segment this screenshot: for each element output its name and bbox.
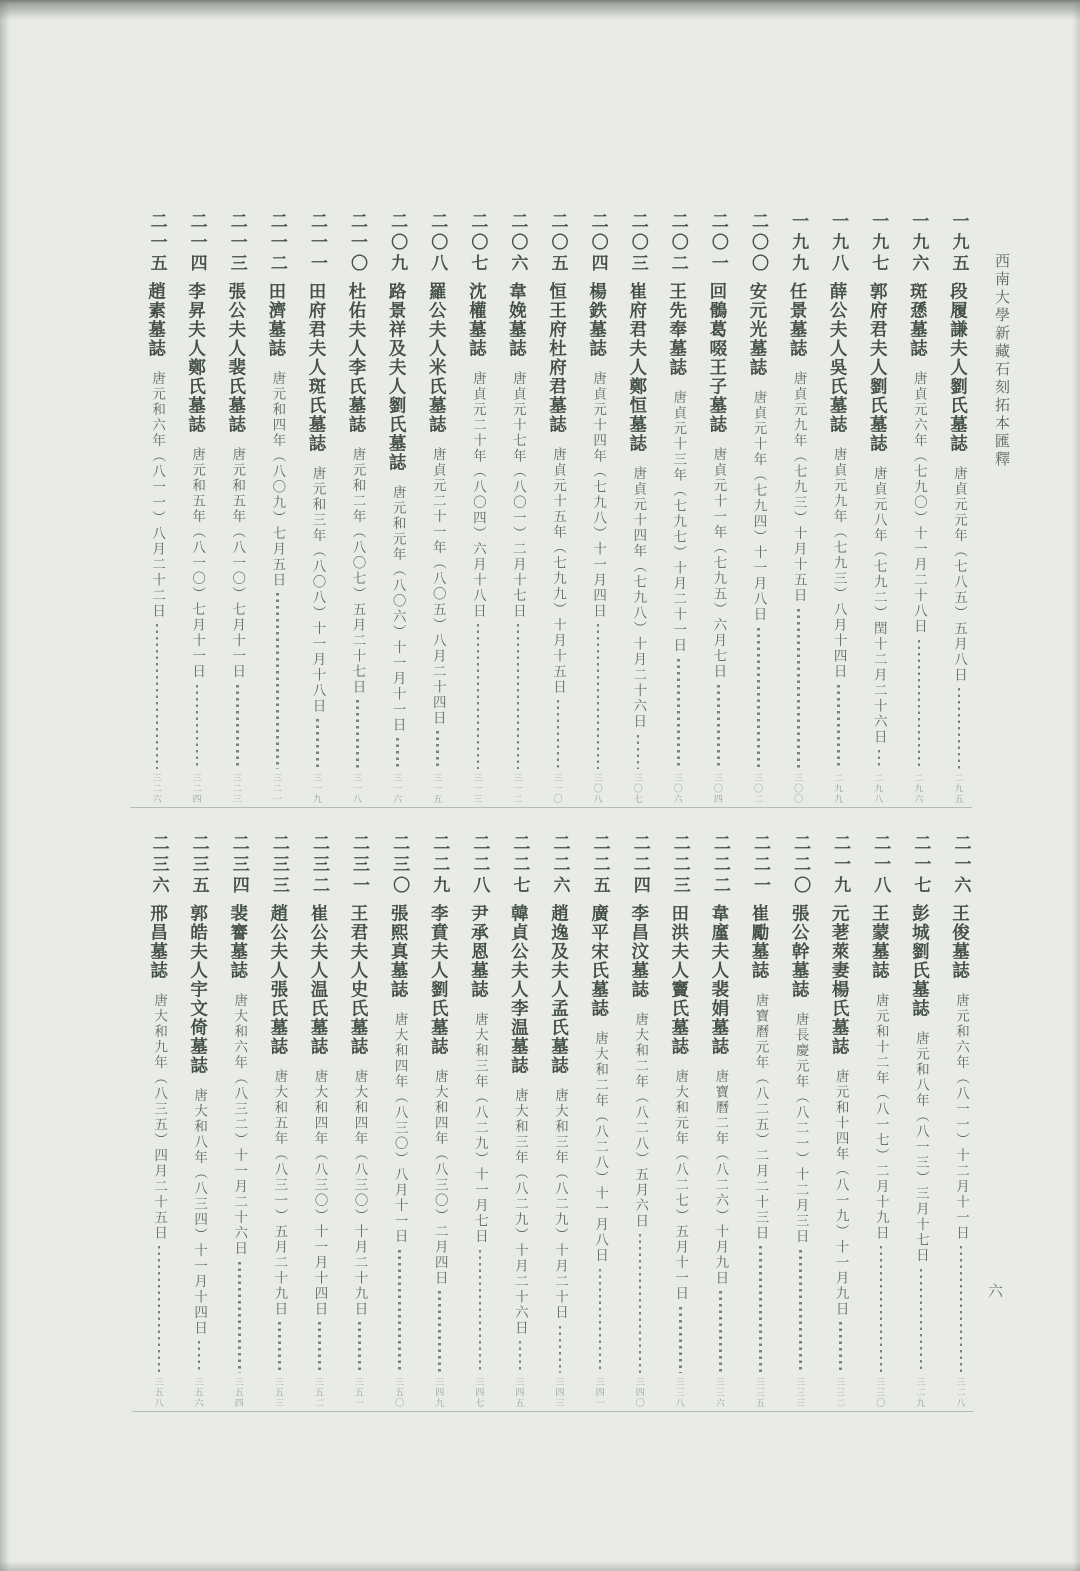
entry-date: 唐大和三年（八二九）十月二十六日: [512, 1088, 528, 1336]
toc-entry: [299, 834, 339, 1410]
entry-page-number: 三三八: [674, 1376, 685, 1408]
entry-title: 李賁夫人劉氏墓誌: [429, 904, 450, 1056]
entry-number: 二三三: [269, 834, 289, 897]
entry-title: 田洪夫人竇氏墓誌: [669, 904, 690, 1056]
dot-leader: [356, 700, 359, 769]
toc-entry: [700, 834, 740, 1410]
entry-page-number: 三二三: [231, 772, 242, 804]
entry-date: 唐元和元年（八〇六）十一月十一日: [390, 485, 406, 733]
dot-leader: [918, 640, 921, 769]
entry-title: 恒王府杜府君墓誌: [547, 282, 568, 434]
entry-title: 元荖萊妻楊氏墓誌: [830, 904, 851, 1056]
entry-page-number: 三一〇: [552, 772, 563, 804]
entry-page-number: 三一九: [311, 772, 322, 804]
entry-date: 唐貞元六年（七九〇）十一月二十八日: [911, 371, 927, 635]
dot-leader: [236, 685, 239, 769]
entry-page-number: 二九八: [873, 772, 884, 804]
entry-page-number: 三二四: [191, 772, 202, 804]
entry-title: 尹承恩墓誌: [469, 904, 490, 999]
entry-page-number: 三〇六: [672, 772, 683, 804]
dot-leader: [920, 1269, 923, 1373]
entry-date: 唐貞元元年（七八五）五月八日: [951, 466, 967, 683]
entry-number: 一九五: [949, 212, 969, 275]
dot-leader: [719, 1291, 722, 1373]
dot-leader: [316, 719, 319, 769]
entry-date: 唐貞元十一年（七九五）六月七日: [711, 447, 727, 680]
entry-number: 二三五: [189, 834, 209, 897]
entry-date: 唐大和三年（八二九）十一月七日: [472, 1012, 488, 1245]
entry-page-number: 三三三: [795, 1376, 806, 1408]
dot-leader: [677, 659, 680, 769]
toc-entry: [498, 212, 538, 806]
entry-date: 唐元和六年（八一一）八月二十二日: [150, 371, 166, 619]
entry-date: 唐大和九年（八三五）四月二十五日: [152, 993, 168, 1241]
entry-number: 二二二: [710, 834, 730, 897]
entry-number: 二一七: [911, 834, 931, 897]
entry-number: 二〇三: [628, 212, 648, 275]
entry-title: 杜佑夫人李氏墓誌: [347, 282, 368, 434]
entry-number: 二二三: [670, 834, 690, 897]
dot-leader: [557, 700, 560, 769]
dot-leader: [960, 1246, 963, 1373]
entry-date: 唐貞元二十年（八〇四）六月十八日: [470, 371, 486, 619]
entry-page-number: 三〇二: [752, 772, 763, 804]
entry-page-number: 三三六: [714, 1376, 725, 1408]
entry-number: 二一五: [147, 212, 167, 275]
entry-title: 回鶻葛啜王子墓誌: [707, 282, 728, 434]
entry-title: 王君夫人史氏墓誌: [349, 904, 370, 1056]
entry-number: 二二九: [430, 834, 450, 897]
entry-title: 韋娩墓誌: [507, 282, 528, 358]
dot-leader: [438, 1291, 441, 1373]
scan-edge-top: [0, 0, 1080, 20]
entry-title: 楊鉄墓誌: [587, 282, 608, 358]
entry-number: 二〇七: [468, 212, 488, 275]
dot-leader: [717, 685, 720, 769]
dot-leader: [799, 1250, 802, 1373]
entry-number: 二二六: [550, 834, 570, 897]
folio-number: 六: [986, 1283, 1002, 1298]
entry-number: 二一一: [307, 212, 327, 275]
scan-edge-left: [0, 0, 10, 1571]
toc-entry: [340, 834, 380, 1410]
entry-number: 二三六: [149, 834, 169, 897]
toc-entry: [460, 834, 500, 1410]
entry-title: 王俊墓誌: [950, 904, 971, 980]
dot-leader: [198, 1341, 201, 1373]
entry-page-number: 三五二: [313, 1376, 324, 1408]
entry-number: 二〇四: [588, 212, 608, 275]
entry-title: 趙逸及夫人孟氏墓誌: [549, 904, 570, 1075]
dot-leader: [639, 1234, 642, 1373]
entry-date: 唐大和二年（八二八）五月六日: [633, 1012, 649, 1229]
entry-date: 唐元和二年（八〇七）五月二十七日: [350, 447, 366, 695]
entry-title: 廣平宋氏墓誌: [589, 904, 610, 1018]
entry-date: 唐元和六年（八一一）十二月十一日: [953, 993, 969, 1241]
entry-number: 二三一: [350, 834, 370, 897]
toc-entry: [177, 212, 217, 806]
toc-entry: [297, 212, 337, 806]
toc-entry: [378, 212, 418, 806]
dot-leader: [599, 1269, 602, 1373]
dot-leader: [597, 624, 600, 769]
entry-title: 安元光墓誌: [747, 282, 768, 377]
entry-number: 一九八: [829, 212, 849, 275]
toc-entry: [861, 834, 901, 1410]
dot-leader: [278, 1322, 281, 1373]
entry-title: 薛公夫人吳氏墓誌: [828, 282, 849, 434]
toc-entry: [859, 212, 899, 806]
toc-entry: [781, 834, 821, 1410]
entry-title: 韓貞公夫人李温墓誌: [509, 904, 530, 1075]
dot-leader: [839, 1322, 842, 1373]
entry-page-number: 三四七: [474, 1376, 485, 1408]
dot-leader: [878, 750, 881, 769]
toc-entry: [418, 212, 458, 806]
entry-number: 二三四: [229, 834, 249, 897]
entry-date: 唐大和元年（八二七）五月十一日: [673, 1069, 689, 1302]
entry-date: 唐貞元九年（七九三）八月十四日: [831, 447, 847, 680]
entry-date: 唐元和五年（八一〇）七月十一日: [190, 447, 206, 680]
entry-date: 唐貞元八年（七九二）閏十二月二十六日: [871, 466, 887, 745]
entry-date: 唐貞元十四年（七九八）十月二十六日: [631, 466, 647, 730]
toc-entry: [458, 212, 498, 806]
entry-page-number: 三三二: [835, 1376, 846, 1408]
entry-page-number: 三五四: [233, 1376, 244, 1408]
dot-leader: [637, 735, 640, 769]
entry-date: 唐貞元九年（七九三）十月十五日: [791, 371, 807, 604]
entry-date: 唐貞元十四年（七九八）十一月四日: [591, 371, 607, 619]
entry-number: 二一三: [227, 212, 247, 275]
entry-date: 唐大和三年（八二九）十月二十日: [553, 1088, 569, 1321]
dot-leader: [358, 1322, 361, 1373]
toc-entry: [901, 834, 941, 1410]
entry-number: 二二七: [510, 834, 530, 897]
dot-leader: [837, 685, 840, 769]
entry-date: 唐寶曆二年（八二六）十月九日: [713, 1069, 729, 1286]
toc-entry: [819, 212, 859, 806]
dot-leader: [519, 1341, 522, 1373]
entry-title: 趙素墓誌: [146, 282, 167, 358]
entry-title: 張公幹墓誌: [790, 904, 811, 999]
dot-leader: [156, 624, 159, 769]
toc-lower-register: [138, 834, 981, 1410]
entry-number: 二二八: [470, 834, 490, 897]
dot-leader: [158, 1246, 161, 1373]
entry-date: 唐寶曆元年（八二五）二月二十三日: [753, 993, 769, 1241]
entry-page-number: 三四〇: [634, 1376, 645, 1408]
entry-page-number: 二九五: [953, 772, 964, 804]
dot-leader: [880, 1246, 883, 1373]
entry-page-number: 三三五: [754, 1376, 765, 1408]
entry-title: 趙公夫人張氏墓誌: [268, 904, 289, 1056]
register-rule-upper: [130, 807, 972, 808]
toc-entry: [257, 212, 297, 806]
entry-date: 唐大和四年（八三〇）二月四日: [432, 1069, 448, 1286]
entry-number: 一九九: [789, 212, 809, 275]
toc-entry: [821, 834, 861, 1410]
entry-title: 羅公夫人米氏墓誌: [427, 282, 448, 434]
entry-page-number: 三四一: [594, 1376, 605, 1408]
entry-number: 二一〇: [348, 212, 368, 275]
entry-title: 崔府君夫人鄭恒墓誌: [627, 282, 648, 453]
entry-title: 張公夫人裴氏墓誌: [226, 282, 247, 434]
entry-page-number: 三一六: [392, 772, 403, 804]
entry-title: 邢昌墓誌: [148, 904, 169, 980]
entry-title: 崔勵墓誌: [749, 904, 770, 980]
entry-number: 二三〇: [390, 834, 410, 897]
toc-entry: [420, 834, 460, 1410]
toc-entry: [738, 212, 778, 806]
entry-title: 路景祥及夫人劉氏墓誌: [387, 282, 408, 472]
toc-entry: [538, 212, 578, 806]
entry-title: 任景墓誌: [788, 282, 809, 358]
toc-entry: [540, 834, 580, 1410]
entry-number: 二〇六: [508, 212, 528, 275]
dot-leader: [318, 1322, 321, 1373]
entry-page-number: 三二六: [151, 772, 162, 804]
entry-title: 沈權墓誌: [467, 282, 488, 358]
entry-page-number: 三一五: [432, 772, 443, 804]
entry-page-number: 三〇〇: [793, 772, 804, 804]
entry-number: 二三二: [309, 834, 329, 897]
entry-page-number: 三一二: [512, 772, 523, 804]
dot-leader: [398, 1250, 401, 1373]
dot-leader: [797, 609, 800, 769]
entry-page-number: 三五六: [193, 1376, 204, 1408]
entry-page-number: 二九六: [913, 772, 924, 804]
entry-page-number: 三四九: [434, 1376, 445, 1408]
entry-page-number: 三〇八: [592, 772, 603, 804]
entry-date: 唐貞元十三年（七九七）十月二十一日: [671, 390, 687, 654]
toc-entry: [899, 212, 939, 806]
entry-page-number: 三〇七: [632, 772, 643, 804]
entry-page-number: 三三〇: [875, 1376, 886, 1408]
entry-page-number: 二九九: [833, 772, 844, 804]
toc-entry: [578, 212, 618, 806]
entry-date: 唐大和二年（八二八）十一月八日: [593, 1031, 609, 1264]
register-rule-lower: [132, 1411, 974, 1412]
dot-leader: [479, 1250, 482, 1373]
entry-number: 二〇五: [548, 212, 568, 275]
entry-date: 唐貞元十五年（七九九）十月十五日: [551, 447, 567, 695]
entry-date: 唐大和四年（八三〇）八月十一日: [392, 1012, 408, 1245]
toc-entry: [380, 834, 420, 1410]
toc-entry: [740, 834, 780, 1410]
entry-page-number: 三四三: [554, 1376, 565, 1408]
entry-title: 李昌汶墓誌: [629, 904, 650, 999]
toc-entry: [941, 834, 981, 1410]
running-title: 西南大學新藏石刻拓本匯釋: [993, 253, 1009, 469]
entry-date: 唐貞元十七年（八〇一）二月十七日: [510, 371, 526, 619]
entry-page-number: 三五〇: [394, 1376, 405, 1408]
entry-number: 二〇九: [388, 212, 408, 275]
entry-number: 二二四: [630, 834, 650, 897]
dot-leader: [759, 1246, 762, 1373]
dot-leader: [238, 1262, 241, 1373]
entry-title: 段履謙夫人劉氏墓誌: [948, 282, 969, 453]
entry-title: 田府君夫人斑氏墓誌: [306, 282, 327, 453]
entry-date: 唐元和十四年（八一九）十一月九日: [833, 1069, 849, 1317]
dot-leader: [958, 688, 961, 769]
dot-leader: [396, 738, 399, 769]
entry-date: 唐貞元十年（七九四）十一月八日: [751, 390, 767, 623]
entry-title: 裴謇墓誌: [228, 904, 249, 980]
entry-page-number: 三五三: [273, 1376, 284, 1408]
dot-leader: [757, 628, 760, 769]
entry-number: 二一二: [267, 212, 287, 275]
entry-title: 郭府君夫人劉氏墓誌: [868, 282, 889, 453]
entry-page-number: 三一八: [352, 772, 363, 804]
dot-leader: [196, 685, 199, 769]
entry-page-number: 三二八: [955, 1376, 966, 1408]
entry-number: 二二〇: [791, 834, 811, 897]
toc-entry: [660, 834, 700, 1410]
entry-page-number: 三一三: [472, 772, 483, 804]
dot-leader: [517, 624, 520, 769]
entry-number: 二〇〇: [748, 212, 768, 275]
entry-date: 唐元和十二年（八一七）二月十九日: [873, 993, 889, 1241]
entry-title: 韋廑夫人裴娟墓誌: [709, 904, 730, 1056]
toc-entry: [580, 834, 620, 1410]
entry-title: 郭皓夫人宇文倚墓誌: [188, 904, 209, 1075]
toc-entry: [179, 834, 219, 1410]
toc-entry: [618, 212, 658, 806]
entry-number: 二二五: [590, 834, 610, 897]
entry-title: 崔公夫人温氏墓誌: [308, 904, 329, 1056]
toc-entry: [338, 212, 378, 806]
entry-date: 唐大和六年（八三二）十一月二十六日: [232, 993, 248, 1257]
dot-leader: [679, 1307, 682, 1373]
entry-number: 一九七: [869, 212, 889, 275]
entry-title: 王蒙墓誌: [870, 904, 891, 980]
entry-title: 張熙真墓誌: [389, 904, 410, 999]
entry-date: 唐元和四年（八〇九）七月五日: [270, 371, 286, 588]
entry-page-number: 三二九: [915, 1376, 926, 1408]
toc-entry: [698, 212, 738, 806]
dot-leader: [559, 1326, 562, 1373]
entry-number: 二〇八: [428, 212, 448, 275]
entry-number: 二二一: [750, 834, 770, 897]
entry-title: 彭城劉氏墓誌: [910, 904, 931, 1018]
toc-entry: [219, 834, 259, 1410]
toc-entry: [139, 834, 179, 1410]
toc-entry: [217, 212, 257, 806]
entry-date: 唐元和三年（八〇八）十一月十八日: [310, 466, 326, 714]
toc-entry: [620, 834, 660, 1410]
entry-date: 唐貞元二十一年（八〇五）八月二十四日: [430, 447, 446, 726]
entry-page-number: 三五八: [153, 1376, 164, 1408]
toc-entry: [500, 834, 540, 1410]
entry-number: 二〇一: [708, 212, 728, 275]
entry-number: 二一九: [831, 834, 851, 897]
entry-number: 二〇二: [668, 212, 688, 275]
entry-page-number: 三四五: [514, 1376, 525, 1408]
entry-title: 李昇夫人鄭氏墓誌: [186, 282, 207, 434]
entry-title: 王先奉墓誌: [667, 282, 688, 377]
toc-upper-register: [136, 212, 979, 806]
entry-number: 二一六: [951, 834, 971, 897]
toc-entry: [658, 212, 698, 806]
entry-title: 田濟墓誌: [266, 282, 287, 358]
scan-edge-bottom: [0, 1561, 1080, 1571]
entry-date: 唐大和四年（八三〇）十月二十九日: [352, 1069, 368, 1317]
toc-entry: [259, 834, 299, 1410]
dot-leader: [276, 593, 279, 769]
toc-entry: [939, 212, 979, 806]
entry-date: 唐長慶元年（八二一）十二月三日: [793, 1012, 809, 1245]
entry-date: 唐大和八年（八三四）十一月十四日: [192, 1088, 208, 1336]
entry-page-number: 三〇四: [712, 772, 723, 804]
entry-number: 一九六: [909, 212, 929, 275]
dot-leader: [436, 731, 439, 769]
entry-date: 唐元和八年（八一三）三月十七日: [913, 1031, 929, 1264]
dot-leader: [477, 624, 480, 769]
entry-number: 二一四: [187, 212, 207, 275]
entry-date: 唐大和五年（八三一）五月二十九日: [272, 1069, 288, 1317]
entry-date: 唐大和四年（八三〇）十一月十四日: [312, 1069, 328, 1317]
entry-title: 斑愻墓誌: [908, 282, 929, 358]
entry-date: 唐元和五年（八一〇）七月十一日: [230, 447, 246, 680]
entry-number: 二一八: [871, 834, 891, 897]
scan-edge-right: [1072, 0, 1080, 1571]
toc-entry: [137, 212, 177, 806]
entry-page-number: 三二一: [271, 772, 282, 804]
toc-entry: [779, 212, 819, 806]
entry-page-number: 三五一: [354, 1376, 365, 1408]
